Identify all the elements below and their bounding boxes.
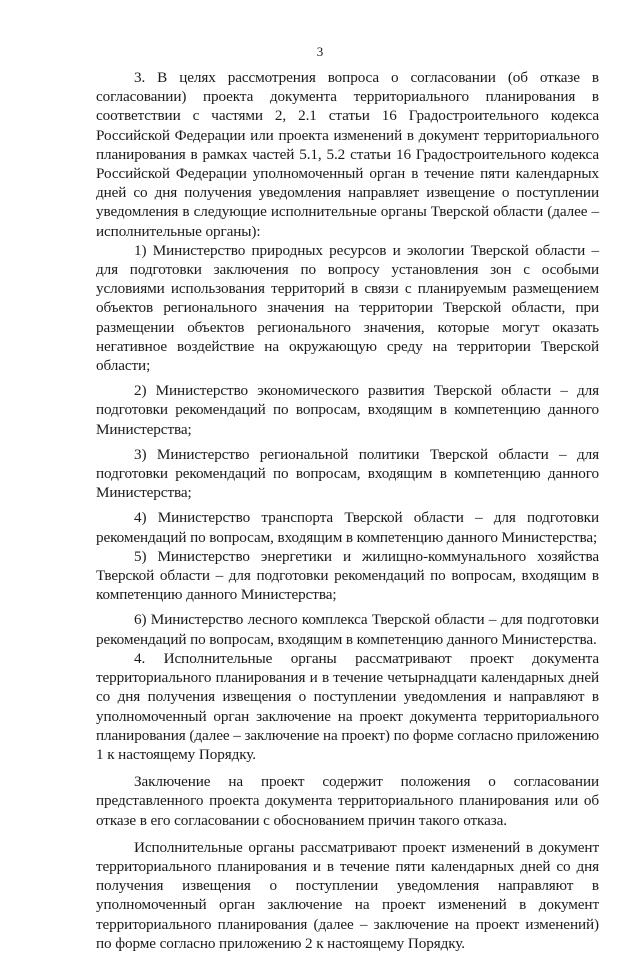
paragraph-conclusion: Заключение на проект содержит положения о согласовании представленного проекта документа территориального планирования или об отказе в его согласовании с обоснованием причин такого отказа. [96, 773, 599, 829]
paragraph-4: 4. Исполнительные органы рассматривают проект документа территориального планирования и в течение четырнадцати календарных дней со дня получения извещения о поступлении уведомления и направляют в уполномоченный орган заключение на проект документа территориального планирования (далее – заключение на проект) по форме согласно приложению 1 к настоящему Порядку. [96, 649, 599, 763]
page-number: 3 [316, 44, 324, 59]
list-item-5: 5) Министерство энергетики и жилищно-коммунального хозяйства Тверской области – для подготовки рекомендаций по вопросам, входящим в компетенцию данного Министерства; [96, 547, 599, 604]
list-item-4: 4) Министерство транспорта Тверской области – для подготовки рекомендаций по вопросам, входящим в компетенцию данного Министерства; [96, 509, 599, 546]
paragraph-changes: Исполнительные органы рассматривают проект изменений в документ территориального планирования и в течение пяти календарных дней со дня получения извещения о поступлении уведомления направляют в уполномоченный орган заключение на проект изменений в документ территориального планирования (далее – заключение на проект изменений) по форме согласно приложению 2 к настоящему Порядку. [96, 838, 599, 952]
list-item-6: 6) Министерство лесного комплекса Тверской области – для подготовки рекомендаций по вопросам, входящим в компетенцию данного Министерства. [96, 611, 599, 648]
list-item-2: 2) Министерство экономического развития Тверской области – для подготовки рекомендаций по вопросам, входящим в компетенцию данного Министерства; [96, 382, 599, 438]
paragraph-3: 3. В целях рассмотрения вопроса о согласовании (об отказе в согласовании) проекта документа территориального планирования в соответствии с частями 2, 2.1 статьи 16 Градостроительного кодекса Российской Федерации или проекта изменений в документ территориального планирования в рамках частей 5.1, 5.2 статьи 16 Градостроительного кодекса Российской Федерации уполномоченный орган в течение пяти календарных дней со дня получения уведомления направляет извещение о поступлении уведомления в следующие исполнительные органы Тверской области (далее – исполнительные органы): [96, 69, 599, 240]
list-item-1: 1) Министерство природных ресурсов и экологии Тверской области – для подготовки заключения по вопросу установления зон с особыми условиями использования территорий в связи с планируемым размещением объектов регионального значения на территории Тверской области, при размещении объектов регионального значения, которые могут оказать негативное воздействие на окружающую среду на территории Тверской области; [96, 241, 599, 375]
list-item-3: 3) Министерство региональной политики Тверской области – для подготовки рекомендаций по вопросам, входящим в компетенцию данного Министерства; [96, 445, 599, 502]
document-body [96, 68, 599, 953]
